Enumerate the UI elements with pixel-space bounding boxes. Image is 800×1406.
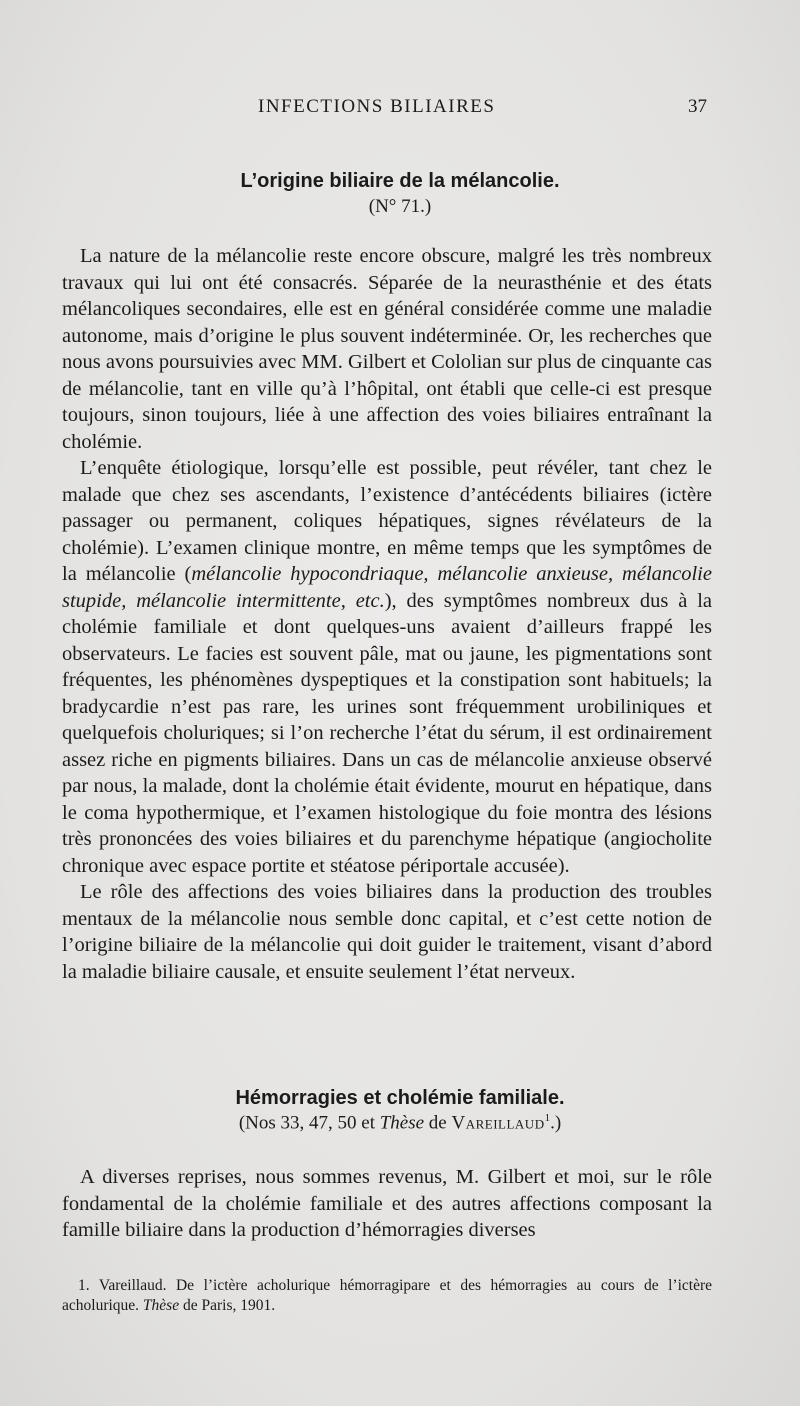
footnote-text: . Vareillaud. De l’ictère acholurique hémorragipare et des hémorragies au cours de l’ictère acholurique. [62,1277,712,1314]
ref-author: Vareillaud [451,1112,545,1134]
page-header [0,96,800,124]
section-body-melancolie [62,243,712,985]
section-title-melancolie: L’origine biliaire de la mélancolie. [240,170,560,192]
paragraph-text: ), des symptômes nombreux dus à la cholémie familiale et dont quelques-uns avaient d’ailleurs frappé les observateurs. Le facies est souvent pâle, mat ou jaune, les pigmentations sont fréquentes, les phénomènes dyspeptiques et la constipation sont habituels; la bradycardie n’est pas rare, les urines sont fréquemment urobiliniques et quelquefois choluriques; si l’on recherche l’état du sérum, il est ordinairement assez riche en pigments biliaires. Dans un cas de mélancolie anxieuse observé par nous, la malade, dont la cholémie était évidente, mourut en hépatique, dans le coma hypothermique, et l’examen histologique du foie montra des lésions très prononcées des voies biliaires et du parenchyme hépatique (angiocholite chronique avec espace portite et stéatose périportale accusée). [62,589,712,877]
paragraph [62,455,712,879]
footnote-these: Thèse [142,1297,180,1314]
section-title-hemorragies: Hémorragies et cholémie familiale. [235,1087,565,1109]
footnote-text: de Paris, 1901. [179,1297,276,1314]
ref-these: Thèse [379,1112,425,1134]
footnote-marker: 1 [544,1112,551,1124]
paragraph-italic-text: mélancolie hypocondriaque, mélancolie anxieuse, mélancolie stupide, mélancolie intermittente, etc. [62,563,712,612]
paragraph: A diverses reprises, nous sommes revenus, M. Gilbert et moi, sur le rôle fondamental de la cholémie familiale et des autres affections composant la famille biliaire dans la production d’hémorragies diverses [62,1166,712,1241]
footnote [62,1276,712,1316]
section-ref-melancolie: (N° 71.) [368,196,432,217]
running-title: INFECTIONS BILIAIRES [258,96,496,117]
footnote-number: 1 [78,1277,86,1294]
section-body-hemorragies [62,1164,712,1244]
paragraph: La nature de la mélancolie reste encore obscure, malgré les très nombreux travaux qui lui ont été consacrés. Séparée de la neurasthénie et des états mélancoliques secondaires, elle est en général considérée comme une maladie autonome, mais d’origine le plus souvent indéterminée. Or, les recherches que nous avons poursuivies avec MM. Gilbert et Cololian sur plus de cinquante cas de mélancolie, tant en ville qu’à l’hôpital, ont établi que celle-ci est presque toujours, sinon toujours, liée à une affection des voies biliaires entraînant la cholémie. [62,245,712,453]
paragraph-text: L’enquête étiologique, lorsqu’elle est possible, peut révéler, tant chez le malade que chez ses ascendants, l’existence d’antécédents biliaires (ictère passager ou permanent, coliques hépatiques, signes révélateurs de la cholémie). L’examen clinique montre, en même temps que les symptômes de la mélancolie ( [62,457,712,585]
section-ref-hemorragies [0,1112,800,1134]
paragraph: Le rôle des affections des voies biliaires dans la production des troubles mentaux de la mélancolie nous semble donc capital, et c’est cette notion de l’origine biliaire de la mélancolie qui doit guider le traitement, visant d’abord la maladie biliaire causale, et ensuite seulement l’état nerveux. [62,881,712,983]
ref-text: (Nos 33, 47, 50 et [238,1112,380,1134]
ref-text: .) [550,1112,562,1134]
page-number: 37 [688,96,707,117]
ref-text: de [424,1112,452,1134]
